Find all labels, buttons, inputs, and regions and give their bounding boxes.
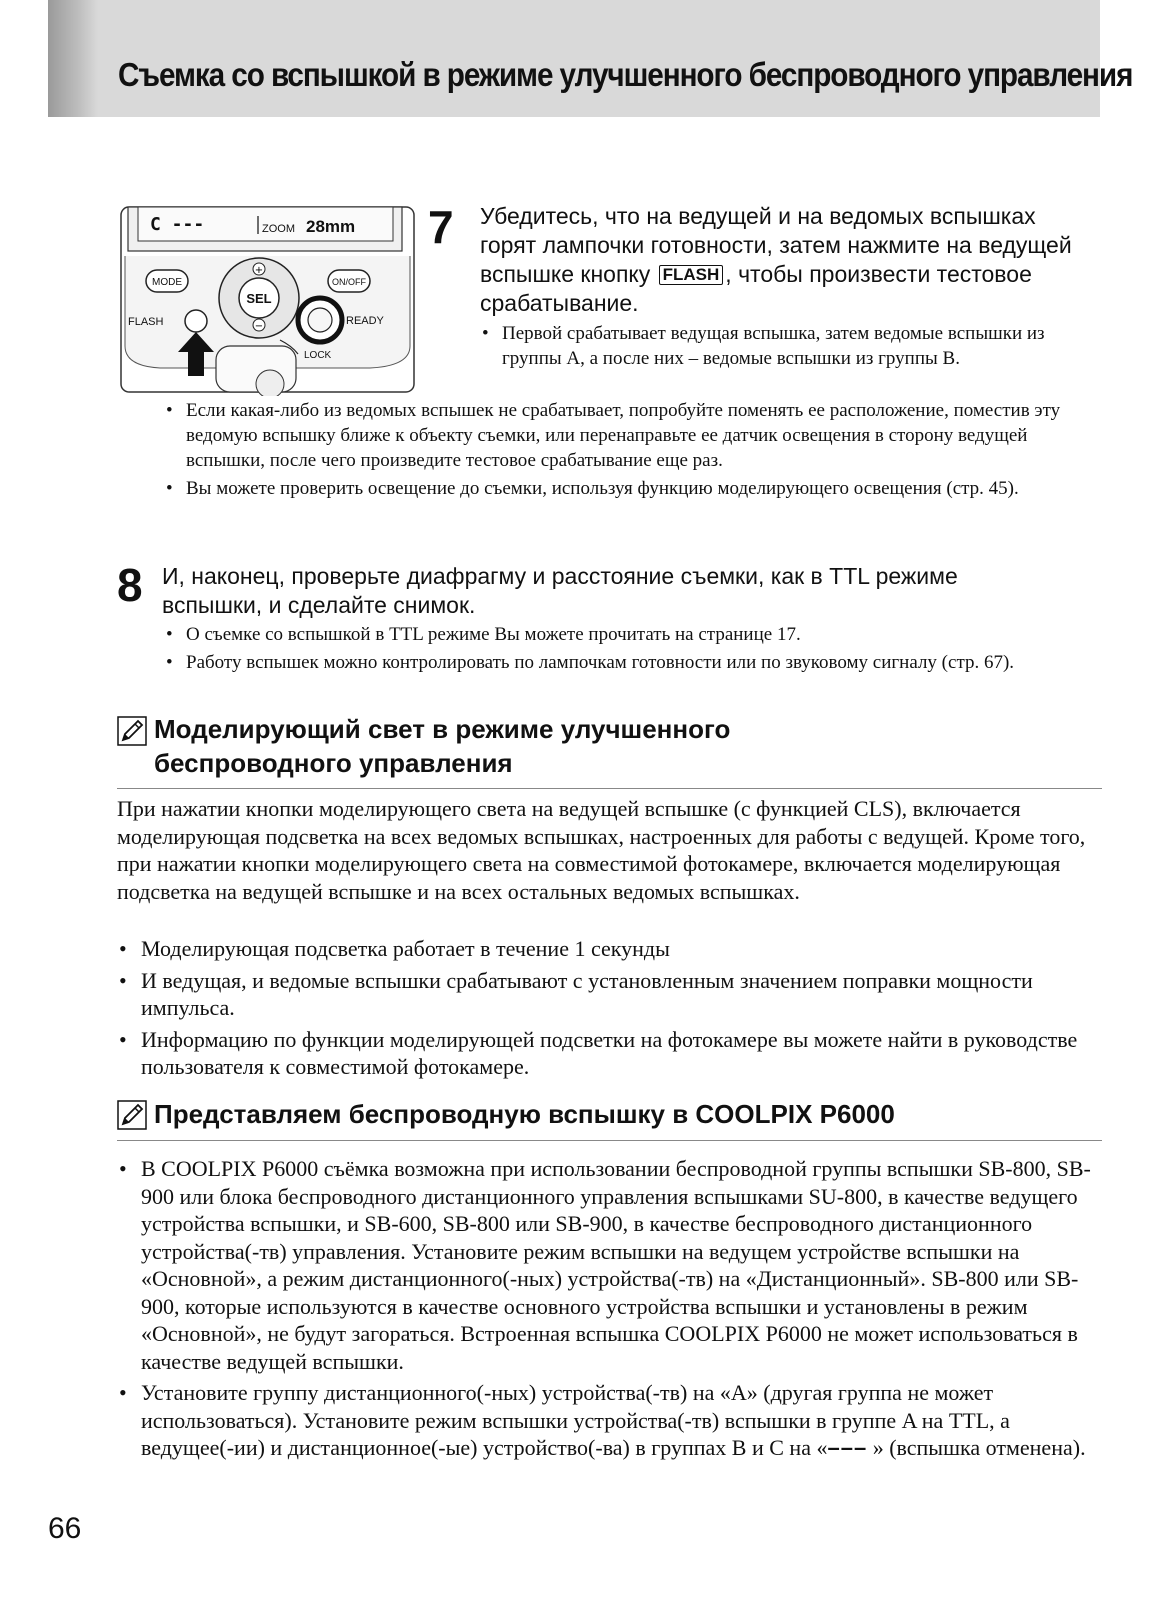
list-item: • Если какая-либо из ведомых вспышек не срабатывает, попробуйте поменять ее расположение, поместив эту ведомую вспышку ближе к объекту съемки, или перенаправьте ее датчик освещения в сторону ведущей вспышки, после чего произведите тестовое срабатывание еще раз. <box>164 398 1069 473</box>
list-item <box>117 1379 1102 1462</box>
step-8-number: 8 <box>117 559 143 611</box>
svg-text:−: − <box>254 321 264 332</box>
list-item: • Моделирующая подсветка работает в течение 1 секунды <box>117 935 1102 963</box>
section-2-title: Представляем беспроводную вспышку в COOLPIX P6000 <box>154 1099 895 1129</box>
list-item: • В COOLPIX P6000 съёмка возможна при использовании беспроводной группы вспышки SB-800, SB-900 или блока беспроводного дистанционного управления вспышками SU-800, в качестве ведущего устройства вспышки, и SB-600, SB-800 или SB-900, в качестве беспроводного дистанционного устройства(-тв) управления. Установите режим вспышки на ведущем устройстве вспышки на «Основной», а режим дистанционного(-ных) устройства(-тв) на «Дистанционный». SB-800 или SB-900, которые используются в качестве основного устройства вспышки и установлены в режим «Основной», не будут загораться. Встроенная вспышка COOLPIX P6000 не может использоваться в качестве ведущей вспышки. <box>117 1155 1102 1375</box>
list-item: • О съемке со вспышкой в TTL режиме Вы можете прочитать на странице 17. <box>164 622 1069 647</box>
section-2-bullets <box>117 1155 1102 1466</box>
svg-text:READY: READY <box>346 315 384 327</box>
step-8-bullets <box>164 622 1069 678</box>
section-2-rule <box>117 1140 1102 1141</box>
svg-text:SEL: SEL <box>246 291 272 306</box>
step-7-text-main: Убедитесь, что на ведущей и на ведомых вспышках горят лампочки готовности, затем нажмите на ведущей вспышке кнопку <box>480 203 1072 287</box>
flash-off-symbol: ––– <box>827 1435 868 1460</box>
svg-text:+: + <box>254 265 264 276</box>
flash-panel-illustration <box>120 206 415 396</box>
page-title: Съемка со вспышкой в режиме улучшенного беспроводного управления <box>118 56 1133 93</box>
svg-text:C ---: C --- <box>150 214 205 235</box>
step-7-number: 7 <box>428 201 454 253</box>
flash-key-label: FLASH <box>659 265 724 285</box>
svg-text:ZOOM: ZOOM <box>262 223 295 235</box>
section-1-bullets <box>117 935 1102 1085</box>
list-item: • Информацию по функции моделирующей подсветки на фотокамере вы можете найти в руководстве пользователя к совместимой фотокамере. <box>117 1026 1102 1081</box>
svg-text:ON/OFF: ON/OFF <box>332 277 366 287</box>
section-2-last-bullet-end: » (вспышка отменена). <box>867 1435 1086 1460</box>
step-7-text <box>480 202 1080 318</box>
list-item: • Первой срабатывает ведущая вспышка, затем ведомые вспышки из группы A, а после них – ведомые вспышки из группы B. <box>480 321 1080 371</box>
svg-text:28mm: 28mm <box>306 217 356 236</box>
svg-text:FLASH: FLASH <box>128 316 164 328</box>
section-1-title-line1: Моделирующий свет в режиме улучшенного <box>154 714 731 744</box>
section-2-last-bullet-text: Установите группу дистанционного(-ных) устройства(-тв) на «A» (другая группа не может использоваться). Установите режим вспышки устройства(-тв) вспышки в группе A на TTL, а ведущее(-ии) и дистанционное(-ые) устройство(-ва) в группах B и C на « <box>141 1380 1010 1460</box>
page-number: 66 <box>48 1512 82 1545</box>
header-edge-gradient <box>48 0 98 117</box>
note-pencil-icon <box>117 716 147 746</box>
list-item: • И ведущая, и ведомые вспышки срабатывают с установленным значением поправки мощности импульса. <box>117 967 1102 1022</box>
step-7-bullets-continued <box>164 398 1069 504</box>
svg-text:MODE: MODE <box>152 277 182 288</box>
step-7-bullets <box>480 321 1080 374</box>
step-8-text: И, наконец, проверьте диафрагму и расстояние съемки, как в TTL режиме вспышки, и сделайте снимок. <box>162 563 958 618</box>
list-item: • Работу вспышек можно контролировать по лампочкам готовности или по звуковому сигналу (стр. 67). <box>164 650 1069 675</box>
list-item: • Вы можете проверить освещение до съемки, используя функцию моделирующего освещения (стр. 45). <box>164 476 1069 501</box>
note-pencil-icon <box>117 1100 147 1130</box>
section-1-paragraph: При нажатии кнопки моделирующего света на ведущей вспышке (с функцией CLS), включается моделирующая подсветка на всех ведомых вспышках, настроенных для работы с ведущей. Кроме того, при нажатии кнопки моделирующего света на совместимой фотокамере, включается моделирующая подсветка на ведущей вспышке и на всех остальных ведомых вспышках. <box>117 796 1086 904</box>
section-1-title-line2: беспроводного управления <box>154 748 513 778</box>
svg-text:LOCK: LOCK <box>304 350 332 361</box>
section-1-rule <box>117 788 1102 789</box>
step-7-text-end: , чтобы произвести тестовое срабатывание. <box>480 261 1032 316</box>
